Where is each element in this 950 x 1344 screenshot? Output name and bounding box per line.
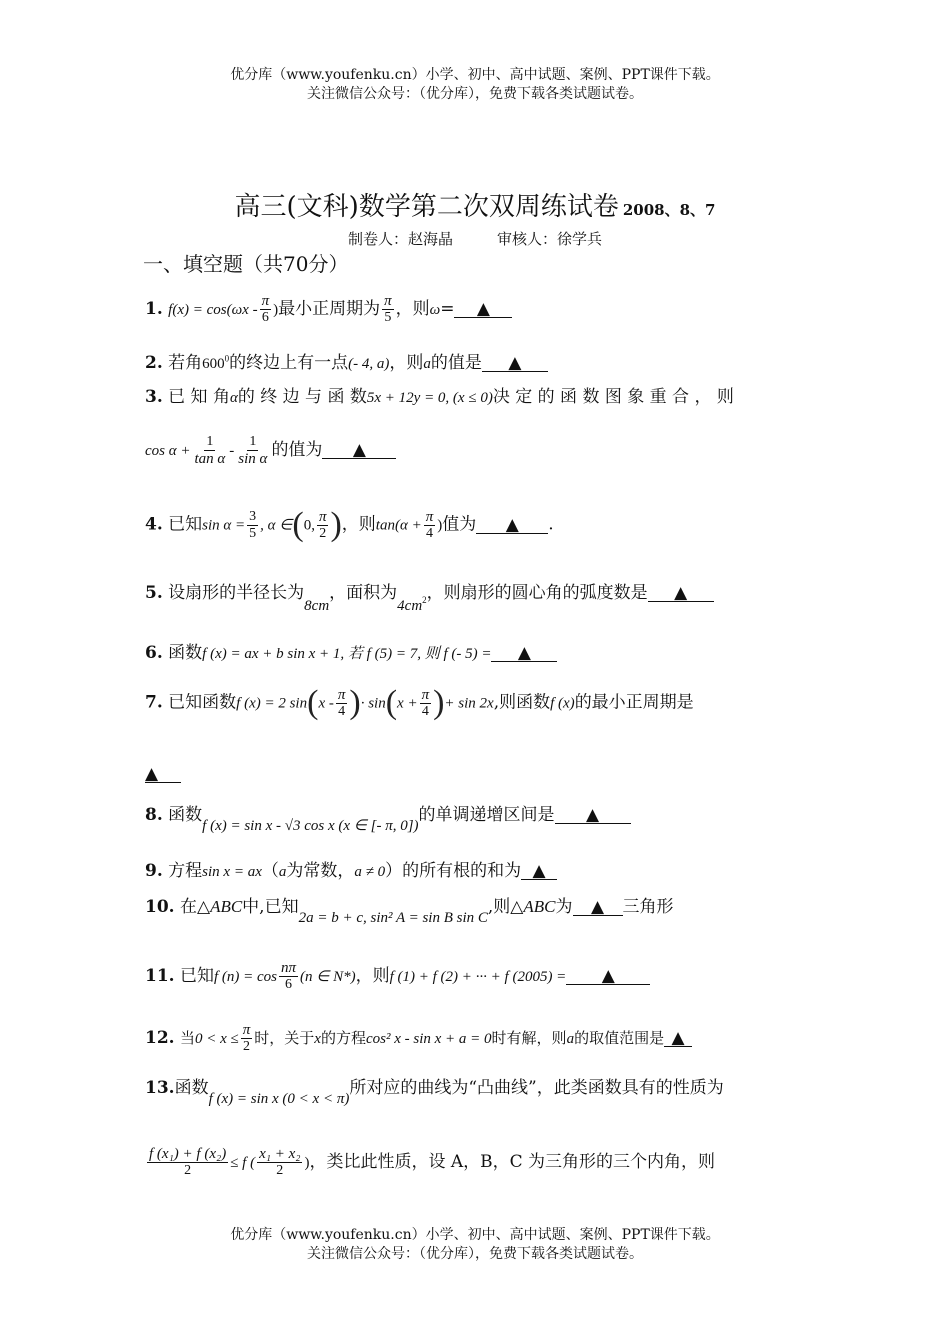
q3-minus: -	[229, 443, 235, 459]
q7-sin2x: + sin 2x	[444, 695, 494, 712]
q7-frac2-top: π	[421, 686, 430, 703]
q12-eqn: cos² x - sin x + a = 0	[365, 1031, 492, 1047]
q6-answer-blank[interactable]: ▲	[491, 645, 557, 662]
q13-frac1-top: f (x₁) + f (x₂)	[149, 1146, 227, 1162]
q4-frac3	[424, 509, 436, 542]
q9-number: 9.	[145, 861, 163, 881]
q2-text-a: 若角	[168, 353, 203, 373]
q3-alpha: α	[229, 390, 238, 406]
section-heading: 一、填空题（共70分）	[143, 252, 349, 276]
q11-text-b: ，则	[355, 966, 390, 986]
q4-text-b: ，则	[341, 514, 376, 535]
q1-number: 1.	[145, 299, 163, 319]
q12-answer-blank[interactable]: ▲	[664, 1030, 692, 1047]
q4-number: 4.	[145, 514, 163, 535]
q12-text-c: 的方程	[320, 1029, 366, 1047]
q3-text-c: 决 定 的 函 数 图 象 重 合 ， 则	[492, 387, 734, 407]
q2-deg: 600	[202, 356, 225, 372]
q4-zero: 0,	[303, 517, 315, 534]
header-line-2: 关注微信公众号：（优分库），免费下载各类试题试卷。	[307, 86, 643, 102]
q1-frac2-bottom: 5	[384, 310, 392, 325]
q2-a: a	[423, 356, 431, 372]
question-8	[145, 800, 631, 834]
q7-f: f (x) = 2 sin	[236, 695, 308, 712]
q13-frac2-top: x₁ + x₂	[259, 1146, 301, 1162]
q12-frac-bottom: 2	[243, 1039, 251, 1054]
question-12	[145, 1022, 692, 1055]
q9-answer-blank[interactable]: ▲	[521, 863, 557, 880]
q11-text-a: 已知	[179, 966, 214, 986]
question-5	[145, 578, 714, 614]
q7-x1: x -	[318, 695, 334, 712]
q7-frac1	[336, 687, 348, 720]
q13-frac2	[257, 1146, 302, 1179]
q13-text-b: 所对应的曲线为“凸曲线”，此类函数具有的性质为	[349, 1078, 724, 1098]
q8-text-a: 函数	[168, 805, 203, 825]
q11-cond: (n ∈ N*)	[300, 969, 356, 985]
q10-text-c: ,则△	[487, 897, 524, 917]
q1-frac2-top: π	[384, 293, 392, 309]
q4-frac3-top: π	[425, 508, 434, 525]
q1-then: ，则	[395, 299, 430, 319]
q4-frac1-top: 3	[249, 508, 257, 524]
q9-text-d: ）的所有根的和为	[385, 861, 522, 881]
q5-area-sup: 2	[422, 595, 427, 606]
q1-eq: =	[440, 299, 455, 319]
q10-abc2: ABC	[523, 897, 556, 916]
q5-answer-blank[interactable]: ▲	[648, 585, 714, 602]
q10-number: 10.	[145, 897, 175, 917]
q1-omega: ω	[429, 302, 441, 318]
q3-text-d: 的值为	[271, 440, 323, 460]
q10-text-e: 三角形	[622, 897, 674, 917]
question-10	[145, 892, 674, 926]
q13-text-a: 函数	[174, 1078, 209, 1098]
q7-text-a: 已知函数	[168, 692, 237, 713]
q11-f: f (n) = cos	[213, 969, 278, 985]
q12-frac	[241, 1022, 253, 1055]
footer-line-1: 优分库（www.youfenku.cn）小学、初中、高中试题、案例、PPT课件下载。	[230, 1227, 720, 1243]
q11-sum: f (1) + f (2) + ··· + f (2005) =	[389, 969, 567, 985]
q4-rparen-icon: )	[330, 506, 342, 543]
q4-frac3-bottom: 4	[425, 525, 433, 541]
q1-expr: f(x) = cos(ωx -	[168, 302, 258, 318]
q7-fx: f (x)	[550, 695, 575, 712]
q12-frac-top: π	[242, 1022, 251, 1038]
q4-frac1-bottom: 5	[249, 525, 257, 541]
q7-rparen2-icon: )	[433, 684, 445, 721]
q12-text-a: 当	[179, 1029, 195, 1047]
footer-line-2: 关注微信公众号：（优分库），免费下载各类试题试卷。	[307, 1246, 643, 1262]
q9-cond: a ≠ 0	[354, 864, 386, 880]
q3-eqn: 5x + 12y = 0, (x ≤ 0)	[366, 390, 493, 406]
q1-frac-top: π	[261, 293, 270, 309]
q12-number: 12.	[145, 1028, 175, 1048]
q1-paren: )	[273, 302, 279, 318]
q8-number: 8.	[145, 805, 163, 825]
q11-frac-bottom: 6	[285, 977, 293, 992]
q1-frac2	[382, 293, 394, 326]
title-date: 2008、8、7	[622, 201, 716, 219]
q12-text-b: 时，关于	[254, 1029, 315, 1047]
q13-frac1	[147, 1146, 228, 1179]
q13-number: 13.	[145, 1078, 175, 1098]
q7-frac2-bottom: 4	[421, 703, 429, 719]
q3-text-b: 的 终 边 与 函 数	[237, 387, 367, 407]
q11-frac	[279, 960, 298, 993]
q10-eqn: 2a = b + c, sin² A = sin B sin C	[298, 910, 488, 926]
q7-number: 7.	[145, 692, 163, 713]
q5-number: 5.	[145, 583, 163, 603]
q5-text-c: ，则扇形的圆心角的弧度数是	[426, 583, 648, 603]
q9-text-a: 方程	[168, 861, 203, 881]
question-9	[145, 856, 557, 881]
q4-alpha-in: , α ∈	[260, 517, 293, 534]
q4-text-a: 已知	[168, 514, 203, 535]
q12-text-e: 的取值范围是	[574, 1029, 665, 1047]
q7-dot-sin: · sin	[360, 695, 386, 712]
q1-text: 最小正周期为	[278, 299, 381, 319]
q12-a: a	[566, 1031, 575, 1047]
q5-text-b: ，面积为	[329, 583, 398, 603]
q3-text-a: 已 知 角	[168, 387, 230, 407]
question-13-line-2	[145, 1146, 715, 1179]
q9-eqn: sin x = ax	[202, 864, 262, 880]
q12-ineq: 0 < x ≤	[195, 1031, 239, 1047]
reviewer: 审核人：徐学兵	[497, 230, 603, 248]
question-7-line-2	[145, 764, 181, 784]
q2-deg-sup: 0	[224, 353, 230, 364]
q7-lparen1-icon: (	[307, 684, 319, 721]
q3-number: 3.	[145, 387, 163, 407]
question-7	[145, 684, 805, 722]
q10-text-d: 为	[555, 897, 573, 917]
q4-end: .	[548, 514, 554, 535]
q5-area: 4cm	[397, 598, 423, 614]
q3-frac2-bottom: sin α	[238, 451, 268, 467]
q2-text-b: 的终边上有一点	[229, 353, 349, 373]
q10-text-a: 在△	[179, 897, 211, 917]
question-3	[145, 382, 805, 407]
q1-answer-blank[interactable]: ▲	[454, 301, 512, 318]
q10-text-b: 中,已知	[242, 897, 299, 917]
q2-point: (- 4, a)	[348, 356, 390, 372]
title-text: 高三(文科)数学第二次双周练试卷	[234, 192, 619, 222]
q2-answer-blank[interactable]: ▲	[482, 355, 548, 372]
q7-rparen1-icon: )	[349, 684, 361, 721]
q6-text-a: 函数	[168, 643, 203, 663]
q13-frac1-bottom: 2	[184, 1163, 192, 1178]
q5-text-a: 设扇形的半径长为	[168, 583, 305, 603]
q2-number: 2.	[145, 353, 163, 373]
q2-text-d: 的值是	[430, 353, 482, 373]
q4-frac2-bottom: 2	[319, 525, 327, 541]
q5-radius: 8cm	[304, 598, 330, 614]
q10-answer-blank[interactable]: ▲	[573, 899, 623, 916]
question-4	[145, 506, 554, 544]
q3-frac2	[236, 434, 269, 467]
q4-frac1	[247, 509, 258, 542]
q8-text-b: 的单调递增区间是	[418, 805, 555, 825]
q11-number: 11.	[145, 966, 175, 986]
q11-frac-top: nπ	[281, 960, 297, 976]
q10-abc: ABC	[210, 897, 243, 916]
q4-tan: tan(α +	[375, 517, 422, 534]
q4-close: )	[437, 517, 443, 534]
q3-frac2-top: 1	[249, 434, 257, 449]
q7-frac2	[420, 687, 432, 720]
authors	[0, 228, 950, 249]
q12-x: x	[314, 1031, 321, 1047]
q7-text-c: 的最小正周期是	[574, 692, 694, 713]
question-2	[145, 348, 548, 373]
author: 制卷人：赵海晶	[347, 230, 453, 248]
q4-lparen-icon: (	[292, 506, 304, 543]
q13-text-c: ，类比此性质，设 A，B，C 为三角形的三个内角，则	[309, 1152, 716, 1172]
q13-eqn: f (x) = sin x (0 < x < π)	[208, 1091, 350, 1107]
q13-frac2-bottom: 2	[276, 1163, 284, 1178]
q13-close: )	[304, 1155, 310, 1171]
q3-cos: cos α +	[145, 443, 191, 459]
q7-frac1-bottom: 4	[338, 703, 346, 719]
q3-frac1-bottom: tan α	[194, 451, 226, 467]
q8-answer-blank[interactable]: ▲	[555, 807, 631, 824]
header-line-1: 优分库（www.youfenku.cn）小学、初中、高中试题、案例、PPT课件下载。	[230, 67, 720, 83]
q7-x2: x +	[397, 695, 418, 712]
q7-answer-blank[interactable]: ▲	[145, 766, 181, 783]
question-3-line-2	[145, 434, 396, 467]
q6-number: 6.	[145, 643, 163, 663]
q3-frac1-top: 1	[206, 434, 214, 449]
question-11	[145, 960, 650, 993]
q7-text-b: ,则函数	[493, 692, 551, 713]
question-6	[145, 638, 557, 663]
q4-frac2-top: π	[318, 508, 327, 525]
q4-frac2	[317, 509, 329, 542]
q11-answer-blank[interactable]: ▲	[566, 968, 650, 985]
q1-frac	[260, 293, 272, 326]
q2-text-c: ，则	[389, 353, 424, 373]
q9-a: a	[278, 864, 287, 880]
q1-frac-bottom: 6	[261, 310, 269, 325]
q4-answer-blank[interactable]: ▲	[476, 517, 548, 534]
q4-text-c: 值为	[442, 514, 477, 535]
question-13	[145, 1073, 805, 1107]
page-title	[0, 186, 950, 223]
q6-eqn: f (x) = ax + b sin x + 1, 若 f (5) = 7, 则 f (- 5) =	[202, 646, 492, 662]
q13-le: ≤ f (	[230, 1155, 256, 1171]
q9-text-b: （	[261, 861, 279, 881]
q12-text-d: 时有解，则	[491, 1029, 567, 1047]
q9-text-c: 为常数，	[286, 861, 355, 881]
question-1	[145, 293, 512, 326]
q8-eqn: f (x) = sin x - √3 cos x (x ∈ [- π, 0])	[202, 818, 419, 834]
q3-frac1	[193, 434, 228, 467]
q3-answer-blank[interactable]: ▲	[322, 442, 396, 459]
q4-sin: sin α =	[202, 517, 246, 534]
q7-lparen2-icon: (	[385, 684, 398, 721]
q7-frac1-top: π	[337, 686, 346, 703]
